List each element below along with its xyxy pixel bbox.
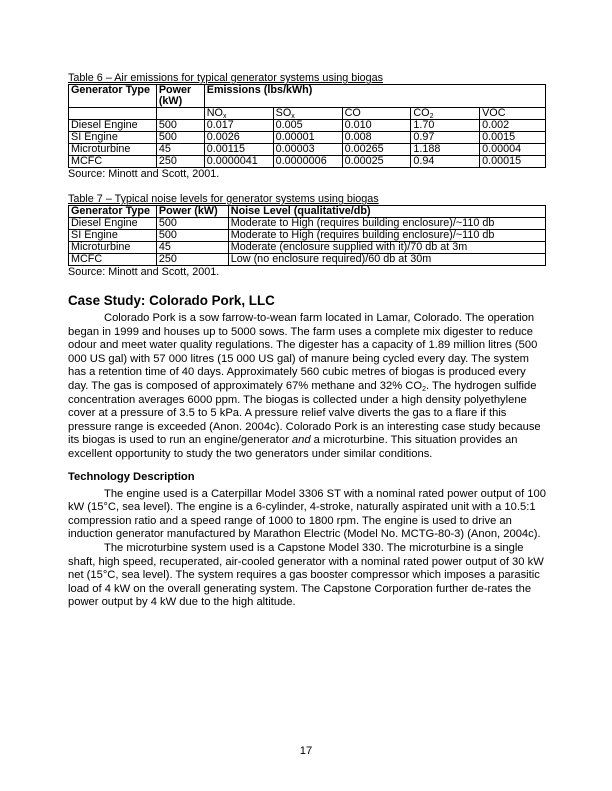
table6-subheader-co: CO <box>342 108 411 120</box>
table-cell: 1.188 <box>411 144 480 156</box>
table-row <box>69 230 546 242</box>
table-row <box>69 144 546 156</box>
table-cell: 500 <box>156 132 204 144</box>
table-cell: Microturbine <box>69 242 157 254</box>
table-cell: SI Engine <box>69 132 157 144</box>
table-cell: 0.94 <box>411 156 480 168</box>
table-cell: 500 <box>156 120 204 132</box>
table-cell: 0.017 <box>204 120 273 132</box>
table-cell: SI Engine <box>69 230 157 242</box>
table7-source: Source: Minott and Scott, 2001. <box>68 266 220 278</box>
case-study-heading: Case Study: Colorado Pork, LLC <box>68 293 275 308</box>
table-cell: Moderate to High (requires building enclosure)/~110 db <box>228 230 545 242</box>
table-cell: 0.00115 <box>204 144 273 156</box>
technology-heading: Technology Description <box>68 470 195 483</box>
table-row <box>69 120 546 132</box>
table7-header-row <box>69 206 546 218</box>
table-cell: 0.00015 <box>480 156 546 168</box>
table-cell: 0.010 <box>342 120 411 132</box>
technology-paragraph-engine: The engine used is a Caterpillar Model 3306 ST with a nominal rated power output of 100 kW (15°C, sea level). The engine is a 6-cylinder, 4-stroke, naturally aspirated unit with a 10.5:1 compression ratio and a speed range of 1000 to 1800 rpm. The engine is used to drive an induction generator manufactured by Marathon Electric (Model No. MCTG-80-3) (Anon, 2004c). <box>68 487 546 541</box>
table-cell: 0.008 <box>342 132 411 144</box>
table-cell: 0.00004 <box>480 144 546 156</box>
table6-header-type: Generator Type <box>69 85 157 108</box>
table-cell: Diesel Engine <box>69 218 157 230</box>
table-cell: 0.005 <box>273 120 342 132</box>
table-row <box>69 218 546 230</box>
table-cell: 0.97 <box>411 132 480 144</box>
table7 <box>68 205 546 266</box>
table-cell: 0.0015 <box>480 132 546 144</box>
table-cell: Moderate (enclosure supplied with it)/70 db at 3m <box>228 242 545 254</box>
table6-empty-cell <box>69 108 157 120</box>
table6-caption: Table 6 – Air emissions for typical generator systems using biogas <box>68 72 384 84</box>
table-cell: 0.0000006 <box>273 156 342 168</box>
page-content <box>68 72 548 610</box>
table6-subheader-voc: VOC <box>480 108 546 120</box>
table6-header-power: Power (kW) <box>156 85 204 108</box>
table6 <box>68 84 546 168</box>
table7-caption: Table 7 – Typical noise levels for generator systems using biogas <box>68 193 379 205</box>
table6-subheader-row <box>69 108 546 120</box>
table6-header-row <box>69 85 546 108</box>
table-cell: 1.70 <box>411 120 480 132</box>
table6-subheader-co2: $CO_2$ <box>411 108 480 120</box>
table-row <box>69 132 546 144</box>
table-row <box>69 254 546 266</box>
table-cell: Low (no enclosure required)/60 db at 30m <box>228 254 545 266</box>
table-cell: 0.00265 <box>342 144 411 156</box>
table-cell: 0.0000041 <box>204 156 273 168</box>
table-cell: 500 <box>156 230 228 242</box>
table-row <box>69 156 546 168</box>
table6-subheader-nox: $NO_x$ <box>204 108 273 120</box>
table6-source: Source: Minott and Scott, 2001. <box>68 168 220 180</box>
table-row <box>69 242 546 254</box>
page-number: 17 <box>299 745 313 757</box>
case-study-paragraph: Colorado Pork is a sow farrow-to-wean farm located in Lamar, Colorado. The operation began in 1999 and houses up to 5000 sows. The farm uses a complete mix digester to reduce odour and meet water quality regulations. The digester has a capacity of 1.89 million litres (500 000 US gal) with 57 000 litres (15 000 US gal) of manure being cycled every day. The system has a retention time of 40 days. Approximately 560 cubic metres of biogas is produced every day. The gas is composed of approximately 67% methane and 32% $CO_2$. The hydrogen sulfide concentration averages 6000 ppm. The biogas is collected under a high density polyethylene cover at a pressure of 3.5 to 5 kPa. A pressure relief valve diverts the gas to a flare if this pressure range is exceeded (Anon. 2004c). Colorado Pork is an interesting case study because its biogas is used to run an engine/generator and a microturbine. This situation provides an excellent opportunity to study the two generators under similar conditions. <box>68 312 541 460</box>
table-cell: 0.00001 <box>273 132 342 144</box>
table7-header-power: Power (kW) <box>156 206 228 218</box>
table-cell: 0.002 <box>480 120 546 132</box>
table7-header-type: Generator Type <box>69 206 157 218</box>
table-cell: Moderate to High (requires building enclosure)/~110 db <box>228 218 545 230</box>
table-cell: 45 <box>156 242 228 254</box>
table-cell: 0.00025 <box>342 156 411 168</box>
table-cell: MCFC <box>69 156 157 168</box>
table6-subheader-sox: $SO_x$ <box>273 108 342 120</box>
table6-header-emissions: Emissions (lbs/kWh) <box>204 85 545 108</box>
table7-header-noise: Noise Level (qualitative/db) <box>228 206 545 218</box>
table-cell: MCFC <box>69 254 157 266</box>
table-cell: 0.00003 <box>273 144 342 156</box>
table-cell: 250 <box>156 156 204 168</box>
technology-paragraph-microturbine: The microturbine system used is a Capstone Model 330. The microturbine is a single shaft, high speed, recuperated, air-cooled generator with a nominal rated power output of 30 kW net (15°C, sea level). The system requires a gas booster compressor which imposes a parasitic load of 4 kW on the overall generating system. The Capstone Corporation further de-rates the power output by 4 kW due to the high altitude. <box>68 541 544 609</box>
table-cell: 0.0026 <box>204 132 273 144</box>
table6-empty-cell <box>156 108 204 120</box>
table-cell: Diesel Engine <box>69 120 157 132</box>
table-cell: 250 <box>156 254 228 266</box>
table-cell: 500 <box>156 218 228 230</box>
table-cell: Microturbine <box>69 144 157 156</box>
table-cell: 45 <box>156 144 204 156</box>
